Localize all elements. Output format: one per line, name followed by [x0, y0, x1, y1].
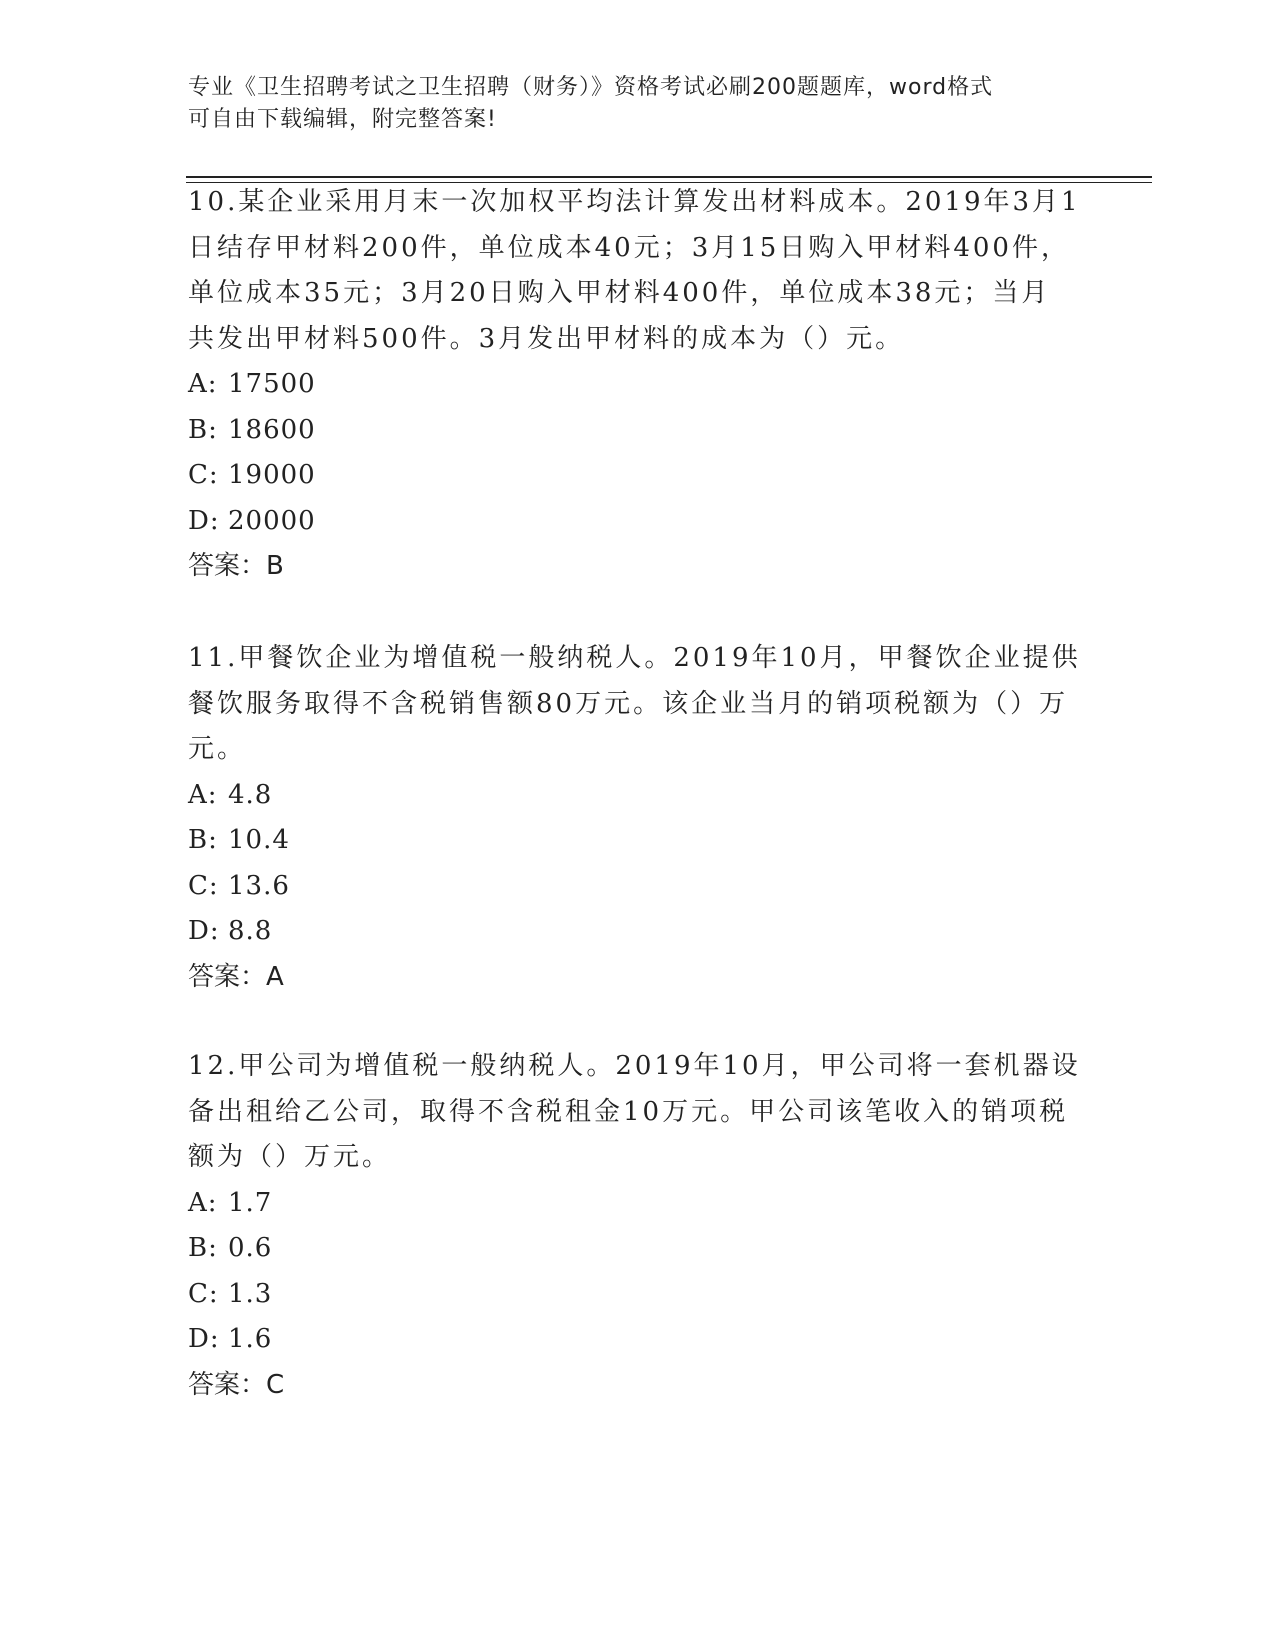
- option-value: 18600: [228, 414, 316, 445]
- option-c: [188, 864, 1088, 910]
- option-b: [188, 408, 1088, 454]
- answer-line: 答案：C: [188, 1369, 285, 1400]
- option-key: D:: [188, 1324, 220, 1354]
- option-value: 1.7: [228, 1187, 273, 1218]
- option-value: 8.8: [228, 916, 273, 946]
- option-value: 17500: [228, 369, 316, 399]
- option-value: 13.6: [228, 870, 290, 901]
- option-c: [188, 1272, 1088, 1318]
- option-key: A:: [188, 779, 218, 810]
- option-key: D:: [188, 505, 220, 536]
- option-b: [188, 1226, 1088, 1272]
- question-text-line: 11.甲餐饮企业为增值税一般纳税人。2019年10月，甲餐饮企业提供: [188, 643, 1081, 673]
- header-line-1: 专业《卫生招聘考试之卫生招聘（财务）》资格考试必刷200题题库，word格式: [188, 75, 994, 100]
- option-key: A:: [188, 1187, 218, 1218]
- question-text-line: 餐饮服务取得不含税销售额80万元。该企业当月的销项税额为（）万: [188, 688, 1069, 719]
- option-key: B:: [188, 414, 218, 445]
- option-key: D:: [188, 916, 220, 946]
- option-key: B:: [188, 825, 218, 855]
- option-key: C:: [188, 870, 219, 901]
- option-value: 20000: [228, 505, 316, 536]
- question-text-line: 共发出甲材料500件。3月发出甲材料的成本为（）元。: [188, 323, 905, 354]
- question-text-line: 备出租给乙公司，取得不含税租金10万元。甲公司该笔收入的销项税: [188, 1096, 1069, 1127]
- question-12: [188, 1044, 1088, 1408]
- option-value: 1.3: [228, 1278, 273, 1309]
- option-d: [188, 1317, 1088, 1363]
- question-11: [188, 636, 1088, 1000]
- option-value: 0.6: [228, 1233, 273, 1263]
- answer-line: 答案：A: [188, 961, 284, 992]
- option-a: [188, 1181, 1088, 1227]
- option-a: [188, 362, 1088, 408]
- question-text-line: 日结存甲材料200件，单位成本40元；3月15日购入甲材料400件，: [188, 232, 1070, 263]
- option-d: [188, 909, 1088, 955]
- question-text-line: 10.某企业采用月末一次加权平均法计算发出材料成本。2019年3月1: [188, 187, 1081, 217]
- question-text-line: 额为（）万元。: [188, 1142, 392, 1172]
- question-text-line: 12.甲公司为增值税一般纳税人。2019年10月，甲公司将一套机器设: [188, 1051, 1081, 1081]
- question-text-line: 元。: [188, 734, 247, 764]
- question-10: [188, 180, 1088, 589]
- option-key: C:: [188, 1278, 219, 1309]
- option-c: [188, 453, 1088, 499]
- document-header: [188, 72, 1068, 136]
- option-value: 19000: [228, 460, 316, 490]
- option-value: 4.8: [228, 779, 273, 810]
- question-text-line: 单位成本35元；3月20日购入甲材料400件，单位成本38元；当月: [188, 278, 1051, 308]
- option-value: 10.4: [228, 825, 290, 855]
- option-a: [188, 773, 1088, 819]
- header-line-2: 可自由下载编辑，附完整答案!: [188, 107, 497, 132]
- option-key: A:: [188, 369, 218, 399]
- option-d: [188, 499, 1088, 545]
- option-value: 1.6: [228, 1324, 273, 1354]
- answer-line: 答案：B: [188, 551, 284, 581]
- option-key: C:: [188, 460, 219, 490]
- option-key: B:: [188, 1233, 218, 1263]
- option-b: [188, 818, 1088, 864]
- header-divider-thick: [186, 176, 1152, 178]
